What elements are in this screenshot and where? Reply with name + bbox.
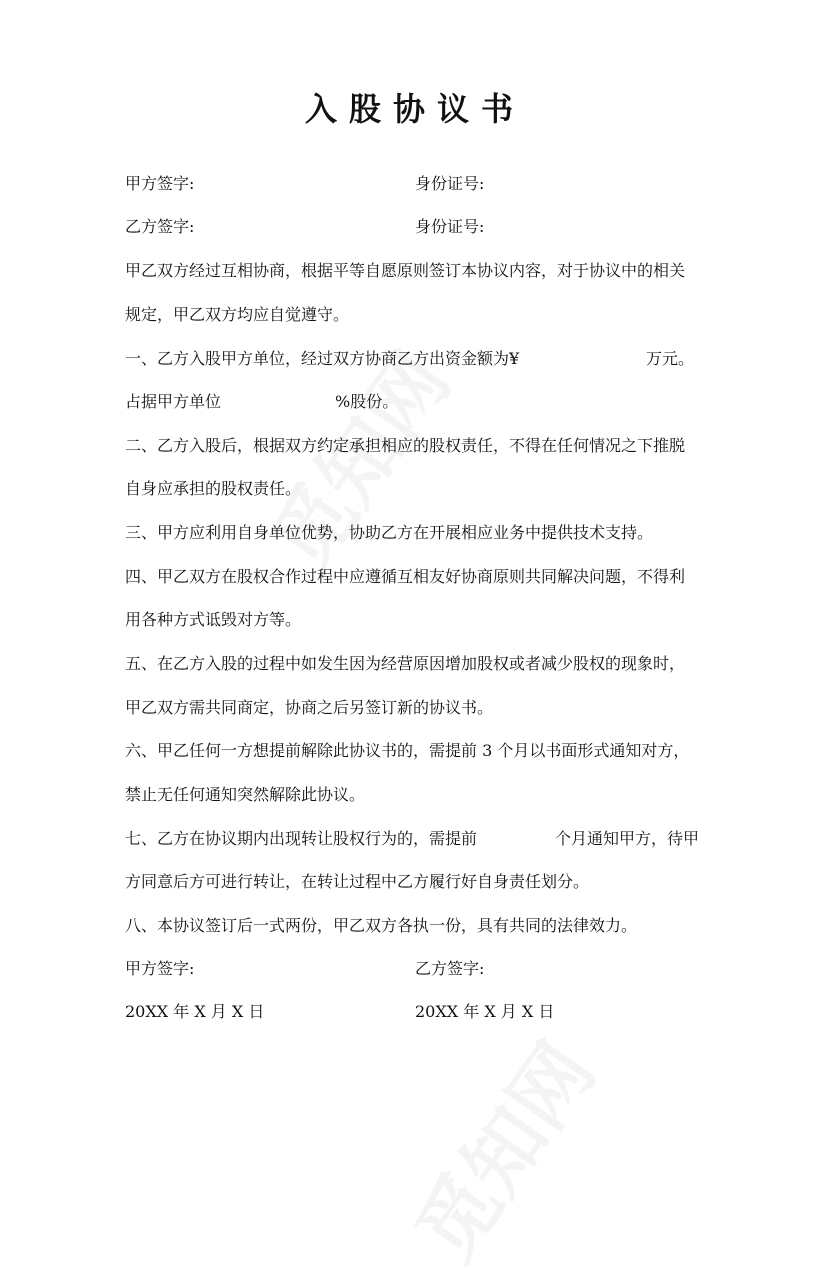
- clause-1-line: 占据甲方单位: [125, 392, 222, 411]
- party-a-id-label: 身份证号:: [415, 174, 485, 193]
- party-b-sign-label: 乙方签字:: [125, 217, 195, 236]
- watermark: [384, 1016, 616, 1279]
- clause-1-percent: %股份。: [335, 392, 399, 411]
- clause-7-line: 七、乙方在协议期内出现转让股权行为的，需提前: [125, 829, 478, 848]
- clause-3-line: 三、甲方应利用自身单位优势，协助乙方在开展相应业务中提供技术支持。: [125, 523, 654, 542]
- intro-line: 规定，甲乙双方均应自觉遵守。: [125, 305, 350, 324]
- party-a-sign-label: 甲方签字:: [125, 174, 195, 193]
- clause-1-line: 一、乙方入股甲方单位，经过双方协商乙方出资金额为¥: [125, 349, 520, 368]
- clause-5-line: 甲乙双方需共同商定，协商之后另签订新的协议书。: [125, 698, 494, 717]
- intro-line: 甲乙双方经过互相协商，根据平等自愿原则签订本协议内容，对于协议中的相关: [125, 261, 686, 280]
- footer-party-b-sign: 乙方签字:: [415, 959, 485, 978]
- clause-2-line: 二、乙方入股后，根据双方约定承担相应的股权责任，不得在任何情况之下推脱: [125, 436, 686, 455]
- document-title: 入股协议书: [304, 90, 525, 128]
- clause-4-line: 四、甲乙双方在股权合作过程中应遵循互相友好协商原则共同解决问题，不得利: [125, 567, 686, 586]
- footer-party-a-sign: 甲方签字:: [125, 959, 195, 978]
- clause-6-line: 禁止无任何通知突然解除此协议。: [125, 785, 366, 804]
- clause-7-line: 方同意后方可进行转让，在转让过程中乙方履行好自身责任划分。: [125, 872, 590, 891]
- footer-date-b: 20XX 年 X 月 X 日: [415, 1002, 555, 1021]
- clause-7-line-tail: 个月通知甲方，待甲: [555, 829, 700, 848]
- clause-2-line: 自身应承担的股权责任。: [125, 479, 302, 498]
- clause-4-line: 用各种方式诋毁对方等。: [125, 610, 302, 629]
- party-b-id-label: 身份证号:: [415, 217, 485, 236]
- footer-date-a: 20XX 年 X 月 X 日: [125, 1002, 265, 1021]
- clause-1-unit: 万元。: [646, 349, 695, 368]
- clause-6-line: 六、甲乙任何一方想提前解除此协议书的，需提前 3 个月以书面形式通知对方，: [125, 741, 690, 760]
- clause-8-line: 八、本协议签订后一式两份，甲乙双方各执一份，具有共同的法律效力。: [125, 916, 638, 935]
- clause-5-line: 五、在乙方入股的过程中如发生因为经营原因增加股权或者减少股权的现象时，: [125, 654, 686, 673]
